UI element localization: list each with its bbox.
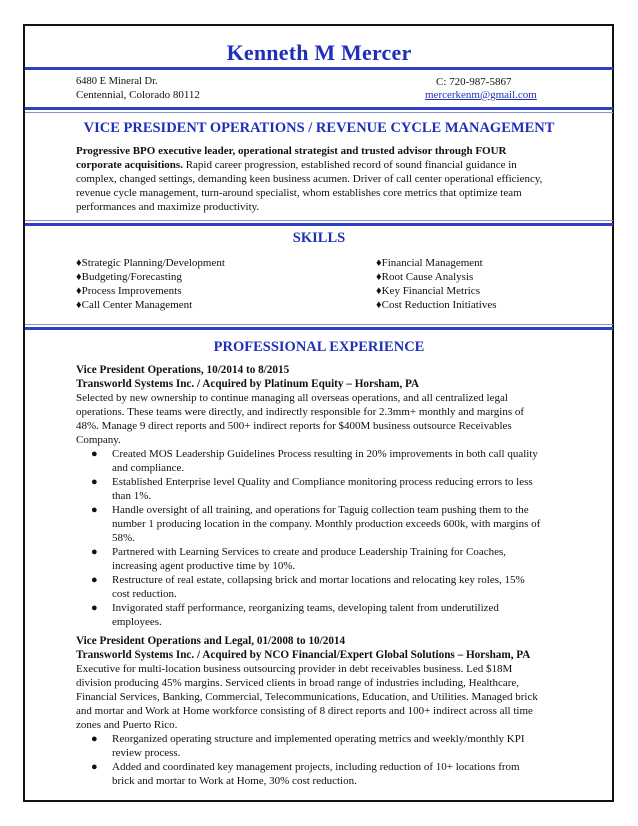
bullet-dot-icon: ● <box>91 476 98 488</box>
bullet-line: Added and coordinated key management projects, including reduction of 10+ locations from <box>112 761 520 773</box>
experience-rule <box>25 327 613 330</box>
bullet-item <box>76 760 576 788</box>
skill-item: ♦Strategic Planning/Development <box>76 257 225 269</box>
skills-rule-top-thin <box>25 220 613 221</box>
bullet-dot-icon: ● <box>91 546 98 558</box>
job-title: Vice President Operations, 10/2014 to 8/2015 <box>76 364 290 376</box>
bullet-line: Created MOS Leadership Guidelines Process resulting in 20% improvements in both call quality <box>112 448 538 460</box>
bullet-line: Reorganized operating structure and implemented operating metrics and weekly/monthly KPI <box>112 733 525 745</box>
resume-name: Kenneth M Mercer <box>226 40 412 65</box>
desc-line: Company. <box>76 434 121 446</box>
bullet-line: Handle oversight of all training, and operations for Taguig collection team pushing them to the <box>112 504 529 516</box>
job-company: Transworld Systems Inc. / Acquired by NCO Financial/Expert Global Solutions – Horsham, PA <box>76 649 531 661</box>
desc-line: Executive for multi-location business outsourcing provider in debt receivables business. Led $18M <box>76 663 513 675</box>
desc-line: Financial Services, Banking, Commercial, Telecommunications, Education, and Utilities. Managed brick <box>76 691 538 703</box>
summary-headline: VICE PRESIDENT OPERATIONS / REVENUE CYCLE MANAGEMENT <box>83 120 555 136</box>
bullet-item <box>76 601 576 629</box>
summary-line-5: performances and maximize productivity. <box>76 201 260 213</box>
address-line-1: 6480 E Mineral Dr. <box>76 76 158 87</box>
bullet-dot-icon: ● <box>91 761 98 773</box>
bullet-item <box>76 503 576 545</box>
job-entry-1 <box>76 363 576 629</box>
bullet-line: Established Enterprise level Quality and Compliance monitoring process reducing errors to less <box>112 476 533 488</box>
summary-line-4: revenue cycle management, turn-around specialist, whom establishes core metrics that optimize team <box>76 187 522 199</box>
bullet-line: Restructure of real estate, collapsing brick and mortar locations and relocating key roles, 15% <box>112 574 525 586</box>
desc-line: zones and Puerto Rico. <box>76 719 178 731</box>
job-company: Transworld Systems Inc. / Acquired by Platinum Equity – Horsham, PA <box>76 378 420 390</box>
skill-item: ♦Budgeting/Forecasting <box>76 271 182 283</box>
bullet-item <box>76 573 576 601</box>
job-bullets <box>76 732 576 788</box>
job-title: Vice President Operations and Legal, 01/2008 to 10/2014 <box>76 635 346 647</box>
contact-rule <box>25 107 613 110</box>
bullet-dot-icon: ● <box>91 574 98 586</box>
bullet-dot-icon: ● <box>91 504 98 516</box>
job-description <box>76 391 576 447</box>
bullet-item <box>76 475 576 503</box>
skills-left-column <box>76 256 225 312</box>
summary-paragraph <box>76 144 576 214</box>
summary-line-2-bold: corporate acquisitions. <box>76 159 183 171</box>
bullet-line: number 1 producing location in the company. Monthly production exceeds 600k, with margins of <box>112 518 541 530</box>
skills-right-column <box>376 256 497 312</box>
skill-item: ♦Cost Reduction Initiatives <box>376 299 497 311</box>
skills-heading: SKILLS <box>292 230 346 246</box>
summary-line-3: complex, changed settings, demanding keen business acumen. Driver of call center operational efficiency, <box>76 173 543 185</box>
address-line-2: Centennial, Colorado 80112 <box>76 89 200 101</box>
bullet-line: employees. <box>112 616 162 628</box>
bullet-line: Invigorated staff performance, reorganizing teams, developing talent from underutilized <box>112 602 499 614</box>
skill-item: ♦Key Financial Metrics <box>376 285 480 297</box>
experience-rule-thin <box>25 324 613 325</box>
summary-line-2-rest: Rapid career progression, established record of sound financial guidance in <box>182 159 517 171</box>
desc-line: division producing 45% margins. Serviced clients in broad range of industries including, Healthcare, <box>76 677 520 689</box>
experience-heading: PROFESSIONAL EXPERIENCE <box>213 339 425 355</box>
bullet-line: Partnered with Learning Services to create and produce Leadership Training for Coaches, <box>112 546 507 558</box>
bullet-line: than 1%. <box>112 490 152 502</box>
bullet-dot-icon: ● <box>91 733 98 745</box>
header-rule <box>25 67 613 70</box>
bullet-line: increasing agent productive time by 10%. <box>112 560 296 572</box>
bullet-dot-icon: ● <box>91 602 98 614</box>
skill-item: ♦Call Center Management <box>76 299 193 311</box>
desc-line: 48%. Manage 9 direct reports and 500+ indirect reports for $400M business outsource Receivables <box>76 420 512 432</box>
bullet-line: cost reduction. <box>112 588 177 600</box>
desc-line: and mortar and Work at Home workforce consisting of 8 direct reports and 100+ indirect across all time <box>76 705 533 717</box>
bullet-item <box>76 545 576 573</box>
bullet-dot-icon: ● <box>91 448 98 460</box>
skill-item: ♦Root Cause Analysis <box>376 271 474 283</box>
job-description <box>76 662 576 732</box>
summary-line-2 <box>76 158 576 172</box>
bullet-line: review process. <box>112 747 181 759</box>
job-entry-2 <box>76 634 576 788</box>
desc-line: Selected by new ownership to continue managing all overseas operations, and all centralized legal <box>76 392 508 404</box>
phone-number: C: 720-987-5867 <box>436 76 512 88</box>
job-bullets <box>76 447 576 629</box>
skill-item: ♦Process Improvements <box>76 285 182 297</box>
summary-line-1: Progressive BPO executive leader, operational strategist and trusted advisor through FOUR <box>76 145 507 157</box>
bullet-item <box>76 732 576 760</box>
email-link[interactable]: mercerkenm@gmail.com <box>425 89 537 101</box>
bullet-line: brick and mortar to Work at Home, 30% cost reduction. <box>112 775 357 787</box>
bullet-item <box>76 447 576 475</box>
bullet-line: 58%. <box>112 532 135 544</box>
bullet-line: and compliance. <box>112 462 185 474</box>
desc-line: operations. These teams were directly, and indirectly responsible for 2.3mm+ monthly and margins of <box>76 406 525 418</box>
skills-rule-top <box>25 223 613 226</box>
contact-rule-thin <box>25 112 613 113</box>
skill-item: ♦Financial Management <box>376 257 483 269</box>
